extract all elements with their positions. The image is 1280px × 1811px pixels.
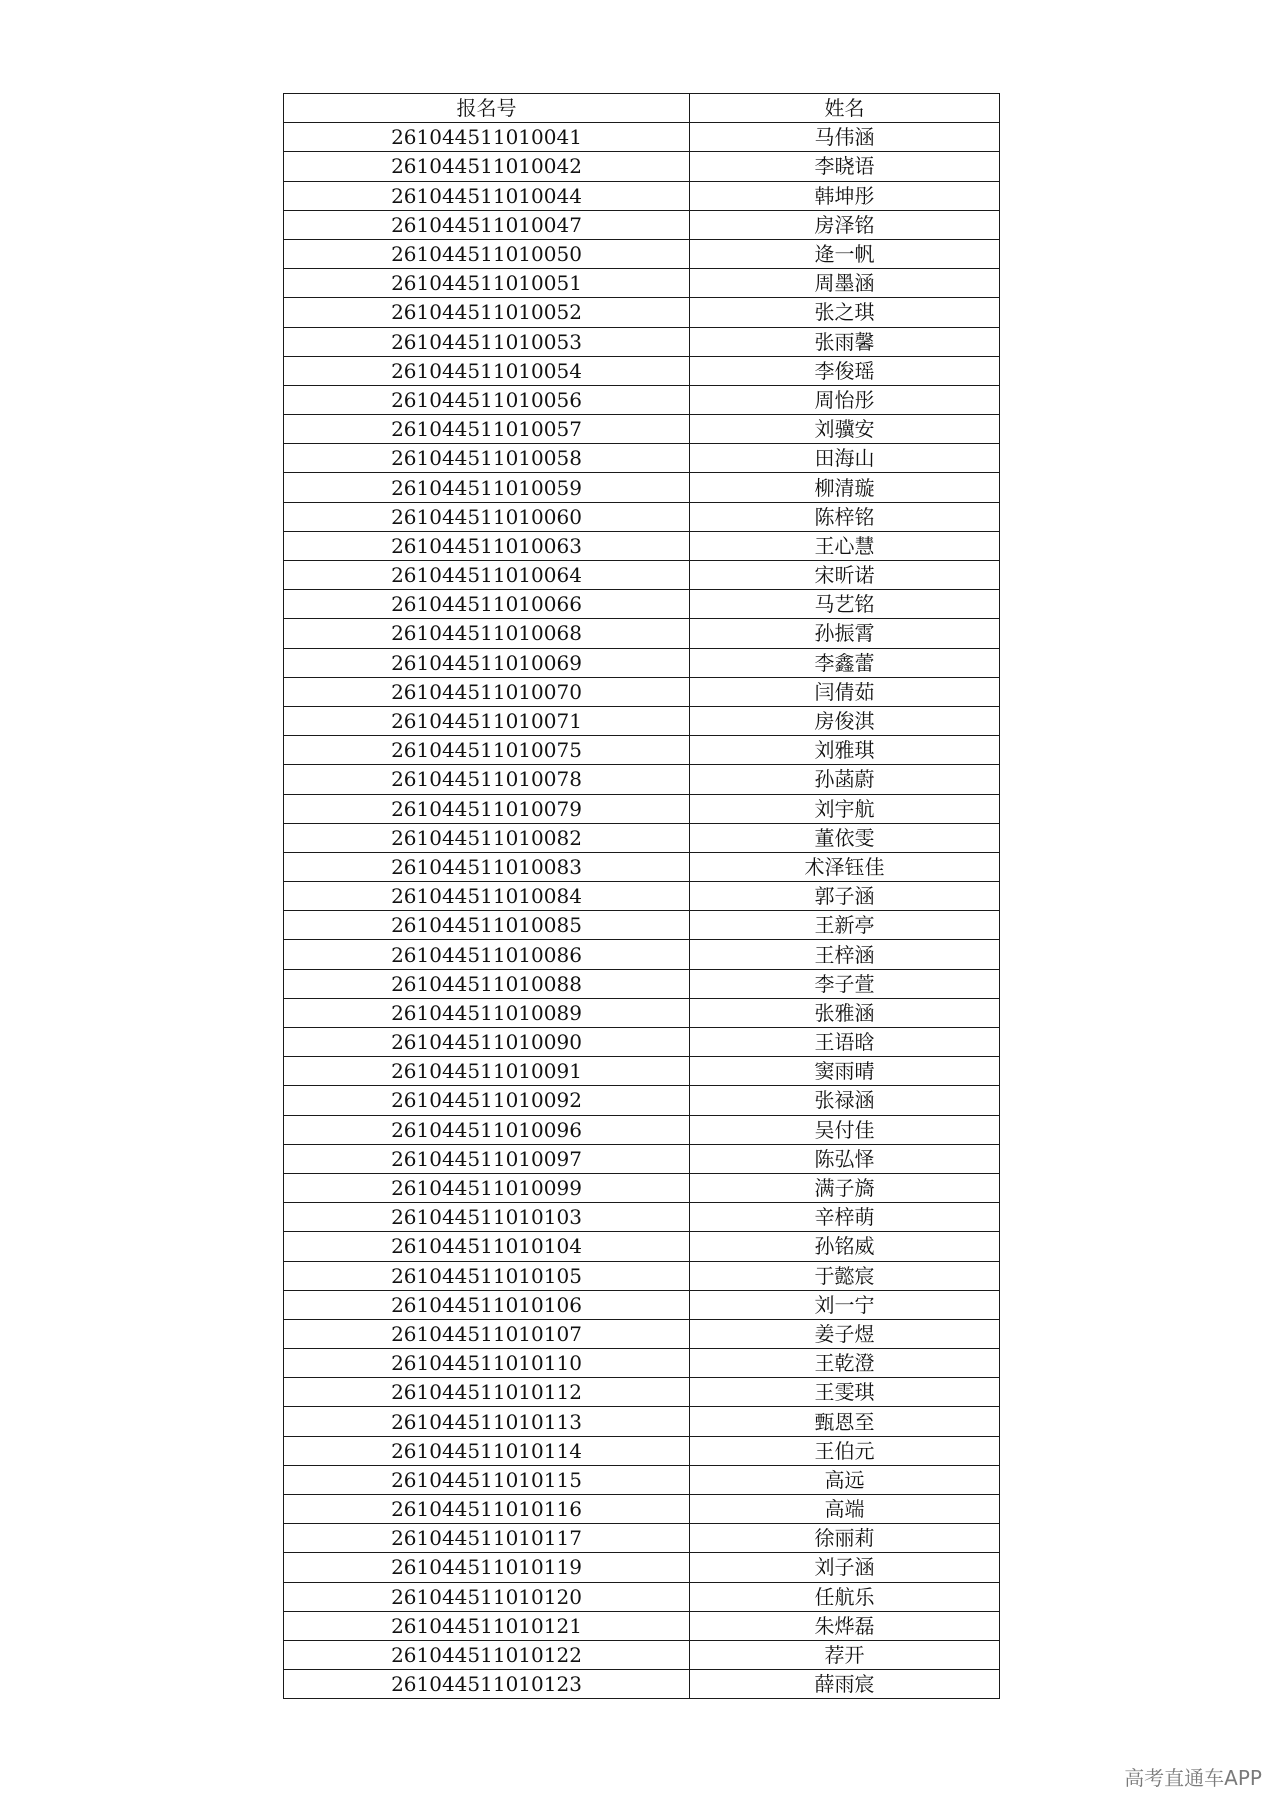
name-cell: 孙铭威 [690, 1232, 1000, 1261]
table-row [284, 1611, 1000, 1640]
registration-number-cell: 261044511010091 [284, 1057, 690, 1086]
name-cell: 王乾澄 [690, 1349, 1000, 1378]
registration-number-cell: 261044511010057 [284, 415, 690, 444]
table-row [284, 852, 1000, 881]
table-row [284, 619, 1000, 648]
table-row [284, 1144, 1000, 1173]
name-cell: 任航乐 [690, 1582, 1000, 1611]
name-cell: 韩坤彤 [690, 181, 1000, 210]
name-cell: 高远 [690, 1465, 1000, 1494]
name-cell: 张雨馨 [690, 327, 1000, 356]
registration-number-cell: 261044511010103 [284, 1203, 690, 1232]
table-row [284, 1232, 1000, 1261]
name-cell: 周墨涵 [690, 269, 1000, 298]
registration-number-cell: 261044511010054 [284, 356, 690, 385]
table-row [284, 502, 1000, 531]
registration-number-cell: 261044511010104 [284, 1232, 690, 1261]
table-row [284, 152, 1000, 181]
name-cell: 刘骥安 [690, 415, 1000, 444]
registration-number-cell: 261044511010063 [284, 531, 690, 560]
registration-number-cell: 261044511010120 [284, 1582, 690, 1611]
name-cell: 马伟涵 [690, 123, 1000, 152]
registration-number-cell: 261044511010113 [284, 1407, 690, 1436]
name-cell: 房泽铭 [690, 210, 1000, 239]
registration-number-cell: 261044511010059 [284, 473, 690, 502]
table-row [284, 1670, 1000, 1699]
table-row [284, 1261, 1000, 1290]
name-cell: 荐开 [690, 1640, 1000, 1669]
watermark: 高考直通车APP [1124, 1766, 1262, 1790]
table-row [284, 356, 1000, 385]
registration-number-cell: 261044511010116 [284, 1495, 690, 1524]
registration-number-cell: 261044511010115 [284, 1465, 690, 1494]
registration-number-cell: 261044511010070 [284, 677, 690, 706]
name-cell: 陈梓铭 [690, 502, 1000, 531]
header-name: 姓名 [690, 94, 1000, 123]
registration-number-cell: 261044511010085 [284, 911, 690, 940]
name-cell: 满子旖 [690, 1173, 1000, 1202]
registration-number-cell: 261044511010123 [284, 1670, 690, 1699]
registration-number-cell: 261044511010092 [284, 1086, 690, 1115]
table-row [284, 415, 1000, 444]
table-row [284, 1495, 1000, 1524]
registration-number-cell: 261044511010084 [284, 882, 690, 911]
name-cell: 周怡彤 [690, 385, 1000, 414]
registration-number-cell: 261044511010082 [284, 823, 690, 852]
name-cell: 李晓语 [690, 152, 1000, 181]
table-row [284, 1173, 1000, 1202]
table-row [284, 794, 1000, 823]
table-row [284, 531, 1000, 560]
name-cell: 刘子涵 [690, 1553, 1000, 1582]
name-cell: 郭子涵 [690, 882, 1000, 911]
table-row [284, 677, 1000, 706]
table-row [284, 561, 1000, 590]
registration-number-cell: 261044511010122 [284, 1640, 690, 1669]
name-cell: 李鑫蕾 [690, 648, 1000, 677]
registration-number-cell: 261044511010052 [284, 298, 690, 327]
table-row [284, 736, 1000, 765]
name-cell: 吴付佳 [690, 1115, 1000, 1144]
table-row [284, 1115, 1000, 1144]
registration-number-cell: 261044511010107 [284, 1319, 690, 1348]
table-row [284, 911, 1000, 940]
table-row [284, 269, 1000, 298]
table-row [284, 940, 1000, 969]
table-row [284, 1553, 1000, 1582]
name-cell: 田海山 [690, 444, 1000, 473]
applicant-table [283, 93, 1000, 1699]
name-cell: 王雯琪 [690, 1378, 1000, 1407]
registration-number-cell: 261044511010096 [284, 1115, 690, 1144]
registration-number-cell: 261044511010117 [284, 1524, 690, 1553]
name-cell: 房俊淇 [690, 706, 1000, 735]
registration-number-cell: 261044511010066 [284, 590, 690, 619]
registration-number-cell: 261044511010106 [284, 1290, 690, 1319]
table-row [284, 1028, 1000, 1057]
registration-number-cell: 261044511010042 [284, 152, 690, 181]
name-cell: 刘雅琪 [690, 736, 1000, 765]
registration-number-cell: 261044511010064 [284, 561, 690, 590]
table-row [284, 1290, 1000, 1319]
table-row [284, 765, 1000, 794]
name-cell: 刘一宁 [690, 1290, 1000, 1319]
registration-number-cell: 261044511010069 [284, 648, 690, 677]
registration-number-cell: 261044511010047 [284, 210, 690, 239]
name-cell: 高端 [690, 1495, 1000, 1524]
name-cell: 张雅涵 [690, 998, 1000, 1027]
table-row [284, 1640, 1000, 1669]
registration-number-cell: 261044511010058 [284, 444, 690, 473]
header-registration-number: 报名号 [284, 94, 690, 123]
name-cell: 朱烨磊 [690, 1611, 1000, 1640]
name-cell: 张之琪 [690, 298, 1000, 327]
table-row [284, 473, 1000, 502]
name-cell: 李子萱 [690, 969, 1000, 998]
name-cell: 王梓涵 [690, 940, 1000, 969]
name-cell: 徐丽莉 [690, 1524, 1000, 1553]
registration-number-cell: 261044511010075 [284, 736, 690, 765]
table-row [284, 1582, 1000, 1611]
name-cell: 闫倩茹 [690, 677, 1000, 706]
table-row [284, 181, 1000, 210]
name-cell: 孙菡蔚 [690, 765, 1000, 794]
registration-number-cell: 261044511010097 [284, 1144, 690, 1173]
table-header-row [284, 94, 1000, 123]
name-cell: 李俊瑶 [690, 356, 1000, 385]
table-row [284, 298, 1000, 327]
table-row [284, 1319, 1000, 1348]
name-cell: 术泽钰佳 [690, 852, 1000, 881]
table-row [284, 123, 1000, 152]
registration-number-cell: 261044511010110 [284, 1349, 690, 1378]
table-row [284, 1057, 1000, 1086]
table-row [284, 1378, 1000, 1407]
registration-number-cell: 261044511010112 [284, 1378, 690, 1407]
name-cell: 于懿宸 [690, 1261, 1000, 1290]
table-row [284, 706, 1000, 735]
registration-number-cell: 261044511010114 [284, 1436, 690, 1465]
table-row [284, 444, 1000, 473]
name-cell: 刘宇航 [690, 794, 1000, 823]
registration-number-cell: 261044511010088 [284, 969, 690, 998]
name-cell: 董依雯 [690, 823, 1000, 852]
registration-number-cell: 261044511010105 [284, 1261, 690, 1290]
registration-number-cell: 261044511010079 [284, 794, 690, 823]
table-row [284, 239, 1000, 268]
name-cell: 宋昕诺 [690, 561, 1000, 590]
table-row [284, 1436, 1000, 1465]
table-row [284, 327, 1000, 356]
name-cell: 姜子煜 [690, 1319, 1000, 1348]
registration-number-cell: 261044511010099 [284, 1173, 690, 1202]
registration-number-cell: 261044511010041 [284, 123, 690, 152]
registration-number-cell: 261044511010089 [284, 998, 690, 1027]
name-cell: 王新亭 [690, 911, 1000, 940]
name-cell: 孙振霄 [690, 619, 1000, 648]
name-cell: 薛雨宸 [690, 1670, 1000, 1699]
registration-number-cell: 261044511010068 [284, 619, 690, 648]
table-row [284, 882, 1000, 911]
name-cell: 辛梓萌 [690, 1203, 1000, 1232]
registration-number-cell: 261044511010060 [284, 502, 690, 531]
name-cell: 逄一帆 [690, 239, 1000, 268]
registration-number-cell: 261044511010053 [284, 327, 690, 356]
table-row [284, 998, 1000, 1027]
registration-number-cell: 261044511010086 [284, 940, 690, 969]
table-row [284, 969, 1000, 998]
registration-number-cell: 261044511010083 [284, 852, 690, 881]
registration-number-cell: 261044511010050 [284, 239, 690, 268]
name-cell: 王伯元 [690, 1436, 1000, 1465]
registration-number-cell: 261044511010071 [284, 706, 690, 735]
name-cell: 张禄涵 [690, 1086, 1000, 1115]
table-row [284, 210, 1000, 239]
name-cell: 窦雨晴 [690, 1057, 1000, 1086]
table-row [284, 1203, 1000, 1232]
table-row [284, 1407, 1000, 1436]
registration-number-cell: 261044511010044 [284, 181, 690, 210]
registration-number-cell: 261044511010119 [284, 1553, 690, 1582]
name-cell: 陈弘怿 [690, 1144, 1000, 1173]
table-row [284, 1524, 1000, 1553]
registration-number-cell: 261044511010121 [284, 1611, 690, 1640]
name-cell: 王语晗 [690, 1028, 1000, 1057]
table-row [284, 385, 1000, 414]
name-cell: 甄恩至 [690, 1407, 1000, 1436]
table-body [284, 123, 1000, 1699]
table-row [284, 1465, 1000, 1494]
table-row [284, 590, 1000, 619]
name-cell: 王心慧 [690, 531, 1000, 560]
name-cell: 柳清璇 [690, 473, 1000, 502]
table-row [284, 1086, 1000, 1115]
table-row [284, 1349, 1000, 1378]
table-row [284, 648, 1000, 677]
registration-number-cell: 261044511010056 [284, 385, 690, 414]
table-row [284, 823, 1000, 852]
registration-number-cell: 261044511010090 [284, 1028, 690, 1057]
registration-number-cell: 261044511010078 [284, 765, 690, 794]
name-cell: 马艺铭 [690, 590, 1000, 619]
registration-number-cell: 261044511010051 [284, 269, 690, 298]
